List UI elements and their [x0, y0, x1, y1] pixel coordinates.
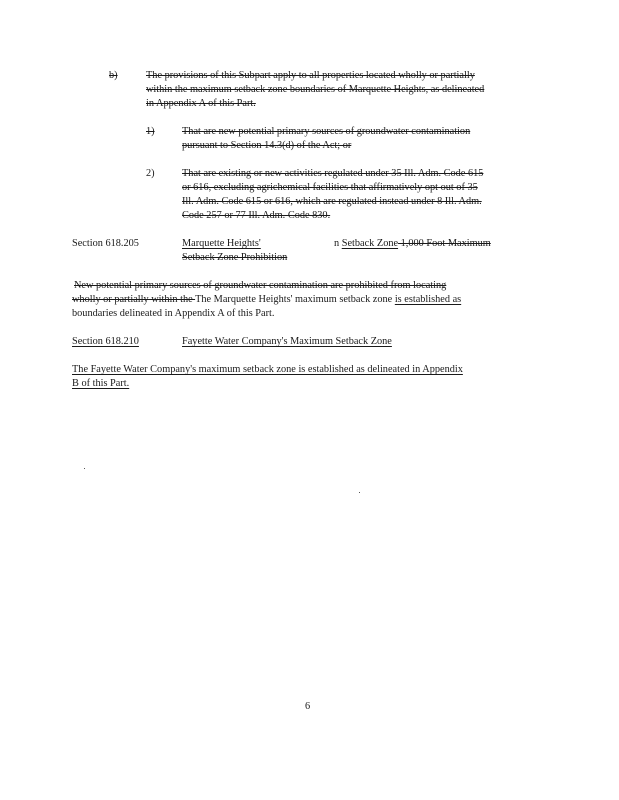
section-205-title-cont — [334, 237, 491, 252]
section-205-title-line-2: Setback Zone Prohibition — [182, 252, 288, 263]
section-205-title-gap: n — [334, 238, 342, 249]
page-number: 6 — [305, 701, 311, 712]
item-2-line-4: Code 257 or 77 Ill. Adm. Code 830. — [182, 210, 331, 221]
scan-speck — [84, 468, 85, 469]
scan-speck — [359, 492, 360, 493]
section-205-body-line-2 — [72, 293, 461, 308]
item-b-line-1: The provisions of this Subpart apply to all properties located wholly or partially — [146, 70, 475, 81]
section-210-title: Fayette Water Company's Maximum Setback Zone — [182, 336, 392, 347]
section-210-body-line-2: B of this Part. — [72, 378, 130, 389]
item-2-line-3: Ill. Adm. Code 615 or 616, which are regulated instead under 8 Ill. Adm. — [182, 196, 482, 207]
section-205-title-b: Setback Zone — [341, 238, 399, 249]
item-1-marker: 1) — [146, 126, 155, 137]
section-210-body-line-1: The Fayette Water Company's maximum setback zone is established as delineated in Appendix — [72, 364, 463, 375]
section-205-number: Section 618.205 — [72, 238, 139, 249]
section-205-body-underlined: is established as — [394, 294, 462, 305]
item-2-marker: 2) — [146, 168, 155, 179]
item-2-line-2: or 616, excluding agrichemical facilities that affirmatively opt out of 35 — [182, 182, 478, 193]
item-2-line-1: That are existing or new activities regulated under 35 Ill. Adm. Code 615 — [182, 168, 484, 179]
section-205-body-struck: wholly or partially within the — [72, 294, 196, 305]
section-210-number: Section 618.210 — [72, 336, 139, 347]
item-b-line-2: within the maximum setback zone boundaries of Marquette Heights, as delineated — [146, 84, 485, 95]
section-205-title-line-1 — [182, 237, 261, 252]
section-205-body-line-1: New potential primary sources of groundwater contamination are prohibited from locating — [74, 280, 447, 291]
item-b-line-3: in Appendix A of this Part. — [146, 98, 256, 109]
section-205-title-a: Marquette Heights' — [182, 238, 261, 249]
section-205-body-text: The Marquette Heights' maximum setback zone — [195, 294, 395, 305]
item-b-marker: b) — [109, 70, 118, 81]
section-205-title-b-struck: 1,000 Foot Maximum — [398, 238, 491, 249]
item-1-line-1: That are new potential primary sources of groundwater contamination — [182, 126, 471, 137]
section-205-body-line-3: boundaries delineated in Appendix A of this Part. — [72, 308, 275, 319]
item-1-line-2: pursuant to Section 14.3(d) of the Act; or — [182, 140, 352, 151]
